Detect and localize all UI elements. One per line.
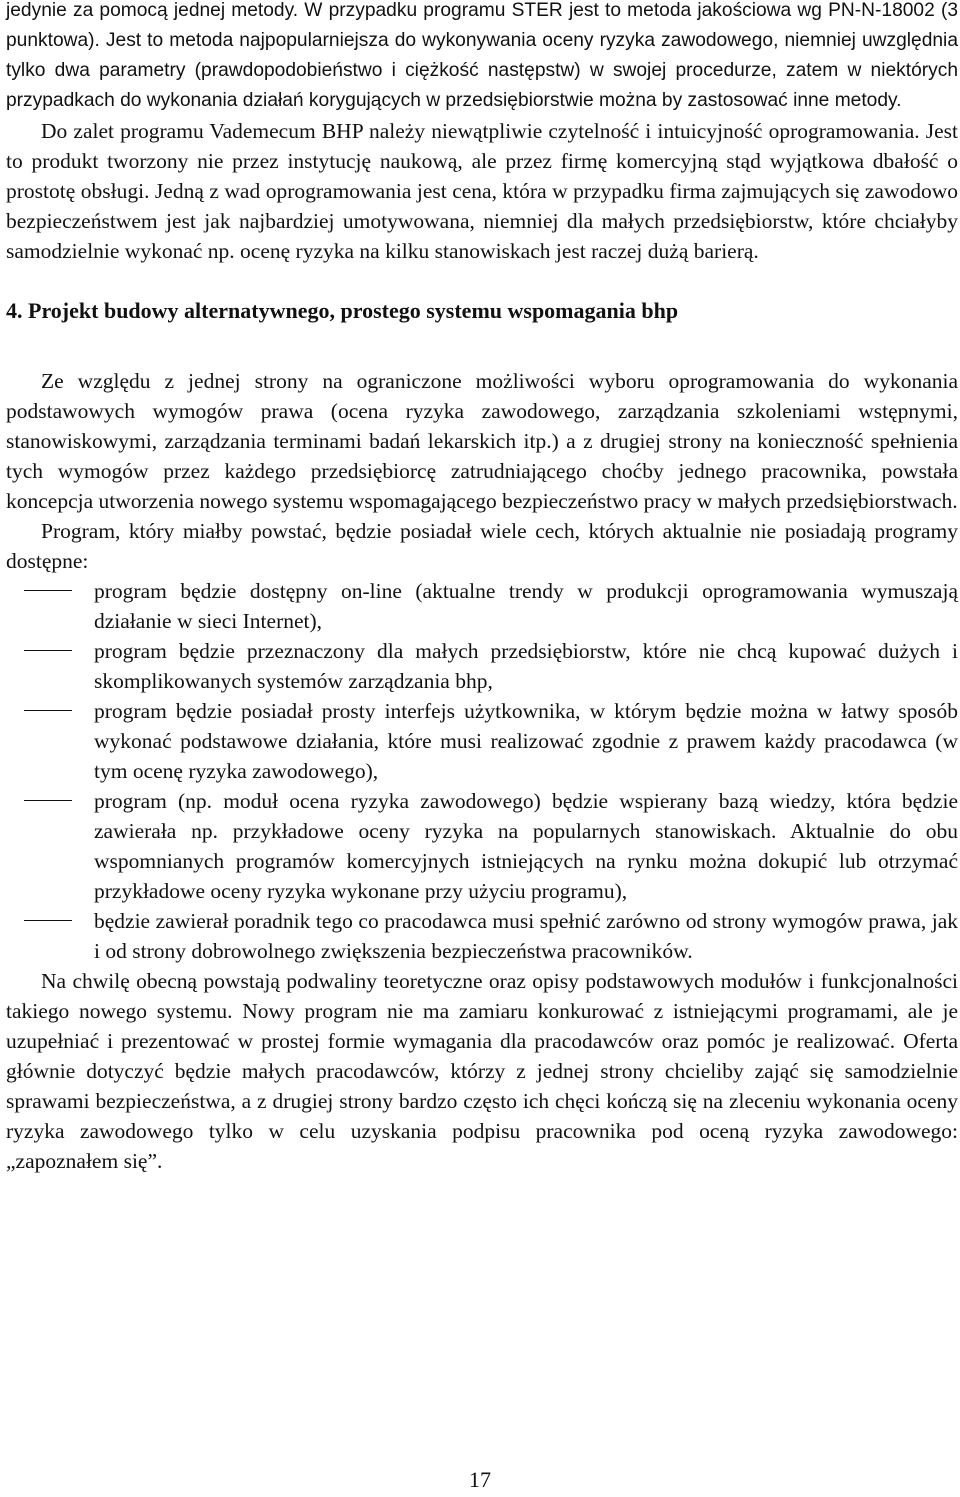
section-heading — [6, 296, 958, 326]
list-item-text: program (np. moduł ocena ryzyka zawodowego) będzie wspierany bazą wiedzy, która będzie zawierała np. przykładowe oceny ryzyka na popularnych stanowiskach. Aktualnie do obu wspomnianych programów komercyjnych istniejących na rynku można dokupić lub otrzymać przykładowe oceny ryzyka wykonane przy użyciu programu), — [94, 789, 958, 903]
section-title: Projekt budowy alternatywnego, prostego systemu wspomagania bhp — [22, 298, 679, 323]
dash-bullet-icon — [24, 590, 72, 591]
section-number: 4. — [6, 298, 23, 323]
page-number: 17 — [469, 1467, 491, 1492]
dash-bullet-icon — [24, 800, 72, 801]
dash-bullet-icon — [24, 920, 72, 921]
feature-list — [6, 576, 958, 966]
list-item — [6, 636, 958, 696]
list-item-text: będzie zawierał poradnik tego co pracodawca musi spełnić zarówno od strony wymogów prawa, jak i od strony dobrowolnego zwiększenia bezpieczeństwa pracowników. — [94, 909, 958, 963]
intro-paragraph-2-part-b: Jedną z wad oprogramowania jest cena, która w przypadku firma zajmujących się zawodowo bezpieczeństwem jest jak najbardziej umotywowana, niemniej dla małych przedsiębiorstw, które chciałyby samodzielnie wykonać np. ocenę ryzyka na kilku stanowiskach jest raczej dużą barierą. — [6, 179, 958, 263]
intro-paragraph-2-part-a: Do zalet programu Vademecum BHP należy niewątpliwie czytelność i intuicyjność oprogramowania. Jest to produkt tworzony nie przez instytucję naukową, ale przez firmę komercyjną stąd wyjątkowa dbałość o prostotę obsługi. — [6, 119, 958, 203]
document-page — [6, 0, 958, 1176]
list-item-text: program będzie posiadał prosty interfejs użytkownika, w którym będzie można w łatwy sposób wykonać podstawowe działania, które musi realizować zgodnie z prawem każdy pracodawca (w tym ocenę ryzyka zawodowego), — [94, 699, 958, 783]
section-paragraph-2: Program, który miałby powstać, będzie posiadał wiele cech, których aktualnie nie posiadają programy dostępne: — [6, 519, 958, 573]
closing-paragraph: Na chwilę obecną powstają podwaliny teoretyczne oraz opisy podstawowych modułów i funkcjonalności takiego nowego systemu. Nowy program nie ma zamiaru konkurować z istniejącymi programami, ale je uzupełniać i prezentować w prostej formie wymagania dla pracodawców oraz pomóc je realizować. Oferta głównie dotyczyć będzie małych pracodawców, którzy z jednej strony chcieliby zająć się samodzielnie sprawami bezpieczeństwa, a z drugiej strony bardzo często ich chęci kończą się na zleceniu wykonania oceny ryzyka zawodowego tylko w celu uzyskania podpisu pracownika pod oceną ryzyka zawodowego: „zapoznałem się”. — [6, 969, 958, 1173]
dash-bullet-icon — [24, 710, 72, 711]
list-item — [6, 786, 958, 906]
list-item-text: program będzie przeznaczony dla małych przedsiębiorstw, które nie chcą kupować dużych i skomplikowanych systemów zarządzania bhp, — [94, 639, 958, 693]
list-item — [6, 576, 958, 636]
intro-paragraph-2 — [6, 116, 958, 266]
dash-bullet-icon — [24, 650, 72, 651]
intro-paragraph-1: jedynie za pomocą jednej metody. W przypadku programu STER jest to metoda jakościowa wg PN-N-18002 (3 punktowa). Jest to metoda najpopularniejsza do wykonywania oceny ryzyka zawodowego, niemniej uwzględnia tylko dwa parametry (prawdopodobieństwo i ciężkość następstw) w swojej procedurze, zatem w niektórych przypadkach do wykonania działań korygujących w przedsiębiorstwie można by zastosować inne metody. — [6, 0, 958, 111]
list-item — [6, 906, 958, 966]
list-item — [6, 696, 958, 786]
section-paragraph-1: Ze względu z jednej strony na ograniczone możliwości wyboru oprogramowania do wykonania podstawowych wymogów prawa (ocena ryzyka zawodowego, zarządzania szkoleniami wstępnymi, stanowiskowymi, zarządzania terminami badań lekarskich itp.) a z drugiej strony na konieczność spełnienia tych wymogów przez każdego przedsiębiorcę zatrudniającego choćby jednego pracownika, powstała koncepcja utworzenia nowego systemu wspomagającego bezpieczeństwo pracy w małych przedsiębiorstwach. — [6, 369, 958, 513]
list-item-text: program będzie dostępny on-line (aktualne trendy w produkcji oprogramowania wymuszają działanie w sieci Internet), — [94, 579, 958, 633]
